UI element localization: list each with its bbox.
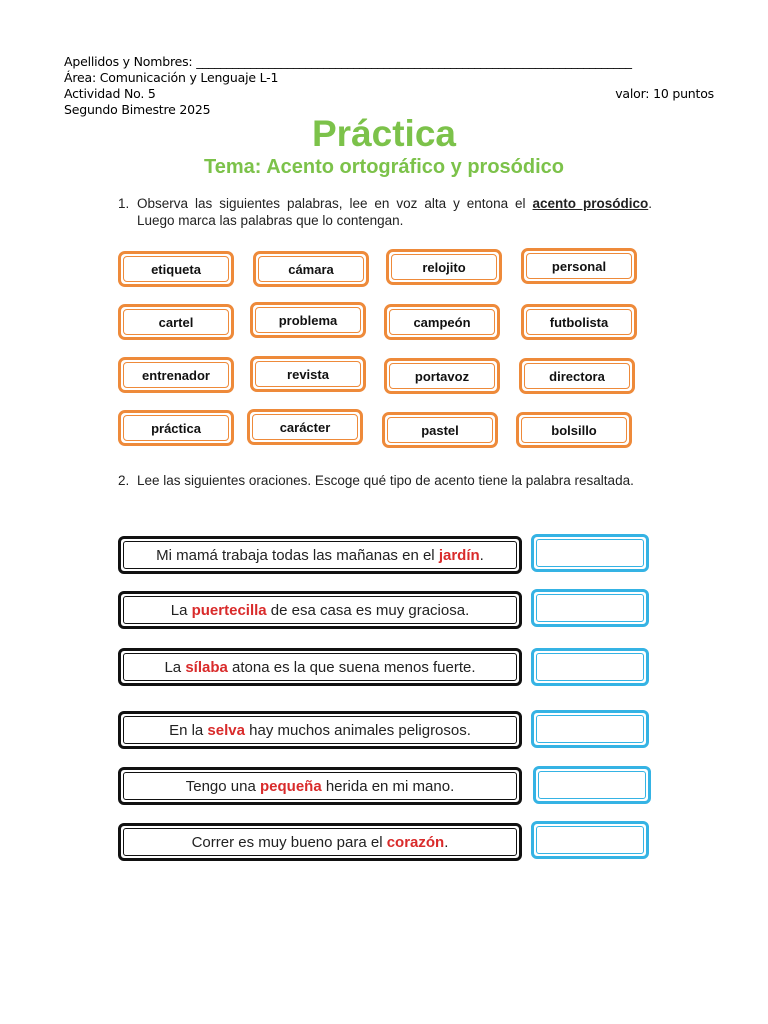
word-label: práctica	[123, 415, 229, 441]
word-box[interactable]	[384, 304, 500, 340]
sentence-before: La	[170, 601, 192, 619]
word-label: cámara	[258, 256, 364, 282]
word-label: revista	[255, 361, 361, 387]
word-box[interactable]	[519, 358, 635, 394]
answer-box[interactable]	[531, 821, 649, 859]
sentence-before: La	[164, 658, 186, 676]
word-box[interactable]	[386, 249, 502, 285]
word-box[interactable]	[118, 251, 234, 287]
sentence-before: Tengo una	[185, 777, 260, 795]
word-label: etiqueta	[123, 256, 229, 282]
sentence-before: Correr es muy bueno para el	[191, 833, 387, 851]
exercise-2-number: 2.	[118, 473, 130, 488]
word-label: relojito	[391, 254, 497, 280]
word-label: futbolista	[526, 309, 632, 335]
sentence-after: atona es la que suena menos fuerte.	[227, 658, 476, 676]
activity-number: Actividad No. 5	[64, 86, 156, 101]
word-label: portavoz	[389, 363, 495, 389]
answer-field[interactable]	[536, 594, 644, 622]
answer-box[interactable]	[533, 766, 651, 804]
sentence-text	[123, 716, 517, 744]
sentence-box	[118, 648, 522, 686]
word-box[interactable]	[118, 357, 234, 393]
exercise-1-number: 1.	[118, 196, 130, 211]
word-label: carácter	[252, 414, 358, 440]
word-box[interactable]	[521, 248, 637, 284]
answer-box[interactable]	[531, 710, 649, 748]
sentence-before: En la	[169, 721, 208, 739]
answer-box[interactable]	[531, 648, 649, 686]
sentence-text	[123, 596, 517, 624]
highlighted-word: sílaba	[185, 658, 228, 676]
term-label: Segundo Bimestre 2025	[64, 102, 211, 117]
word-box[interactable]	[521, 304, 637, 340]
page-title: Práctica	[312, 113, 456, 154]
answer-field[interactable]	[536, 653, 644, 681]
exercise-1-text	[118, 195, 652, 229]
subject-area: Área: Comunicación y Lenguaje L-1	[64, 70, 279, 85]
highlighted-word: selva	[207, 721, 245, 739]
word-box[interactable]	[250, 302, 366, 338]
highlighted-word: pequeña	[259, 777, 322, 795]
sentence-box	[118, 536, 522, 574]
sentence-after: .	[479, 546, 484, 564]
activity-value: valor: 10 puntos	[615, 86, 714, 101]
sentence-box	[118, 711, 522, 749]
sentence-after: hay muchos animales peligrosos.	[244, 721, 471, 739]
word-box[interactable]	[516, 412, 632, 448]
word-label: entrenador	[123, 362, 229, 388]
sentence-text	[123, 772, 517, 800]
word-box[interactable]	[382, 412, 498, 448]
sentence-box	[118, 823, 522, 861]
answer-field[interactable]	[536, 715, 644, 743]
answer-field[interactable]	[536, 826, 644, 854]
exercise-2-instruction	[118, 472, 652, 489]
exercise-2-text: Lee las siguientes oraciones. Escoge qué tipo de acento tiene la palabra resaltada.	[137, 473, 634, 488]
exercise-1-instruction	[118, 195, 652, 229]
word-label: campeón	[389, 309, 495, 335]
sentence-before: Mi mamá trabaja todas las mañanas en el	[156, 546, 439, 564]
word-label: directora	[524, 363, 630, 389]
exercise-1-text-after: . Luego marca las palabras que lo contengan.	[137, 196, 653, 228]
answer-field[interactable]	[538, 771, 646, 799]
word-box[interactable]	[118, 410, 234, 446]
student-name-line: Apellidos y Nombres: ________________________________________________________________________	[64, 54, 632, 69]
answer-field[interactable]	[536, 539, 644, 567]
answer-box[interactable]	[531, 534, 649, 572]
sentence-text	[123, 828, 517, 856]
exercise-1-emphasis: acento prosódico	[532, 196, 649, 211]
word-label: cartel	[123, 309, 229, 335]
word-box[interactable]	[253, 251, 369, 287]
sentence-after: de esa casa es muy graciosa.	[266, 601, 470, 619]
page-subtitle: Tema: Acento ortográfico y prosódico	[203, 156, 565, 178]
sentence-text	[123, 653, 517, 681]
sentence-after: .	[444, 833, 449, 851]
sentence-box	[118, 767, 522, 805]
highlighted-word: corazón	[386, 833, 445, 851]
sentence-box	[118, 591, 522, 629]
word-label: bolsillo	[521, 417, 627, 443]
word-box[interactable]	[247, 409, 363, 445]
highlighted-word: jardín	[438, 546, 480, 564]
word-label: personal	[526, 253, 632, 279]
word-box[interactable]	[250, 356, 366, 392]
sentence-text	[123, 541, 517, 569]
word-label: pastel	[387, 417, 493, 443]
word-label: problema	[255, 307, 361, 333]
sentence-after: herida en mi mano.	[321, 777, 455, 795]
highlighted-word: puertecilla	[191, 601, 267, 619]
word-box[interactable]	[384, 358, 500, 394]
word-box[interactable]	[118, 304, 234, 340]
exercise-1-text-before: Observa las siguientes palabras, lee en voz alta y entona el	[137, 196, 533, 211]
answer-box[interactable]	[531, 589, 649, 627]
